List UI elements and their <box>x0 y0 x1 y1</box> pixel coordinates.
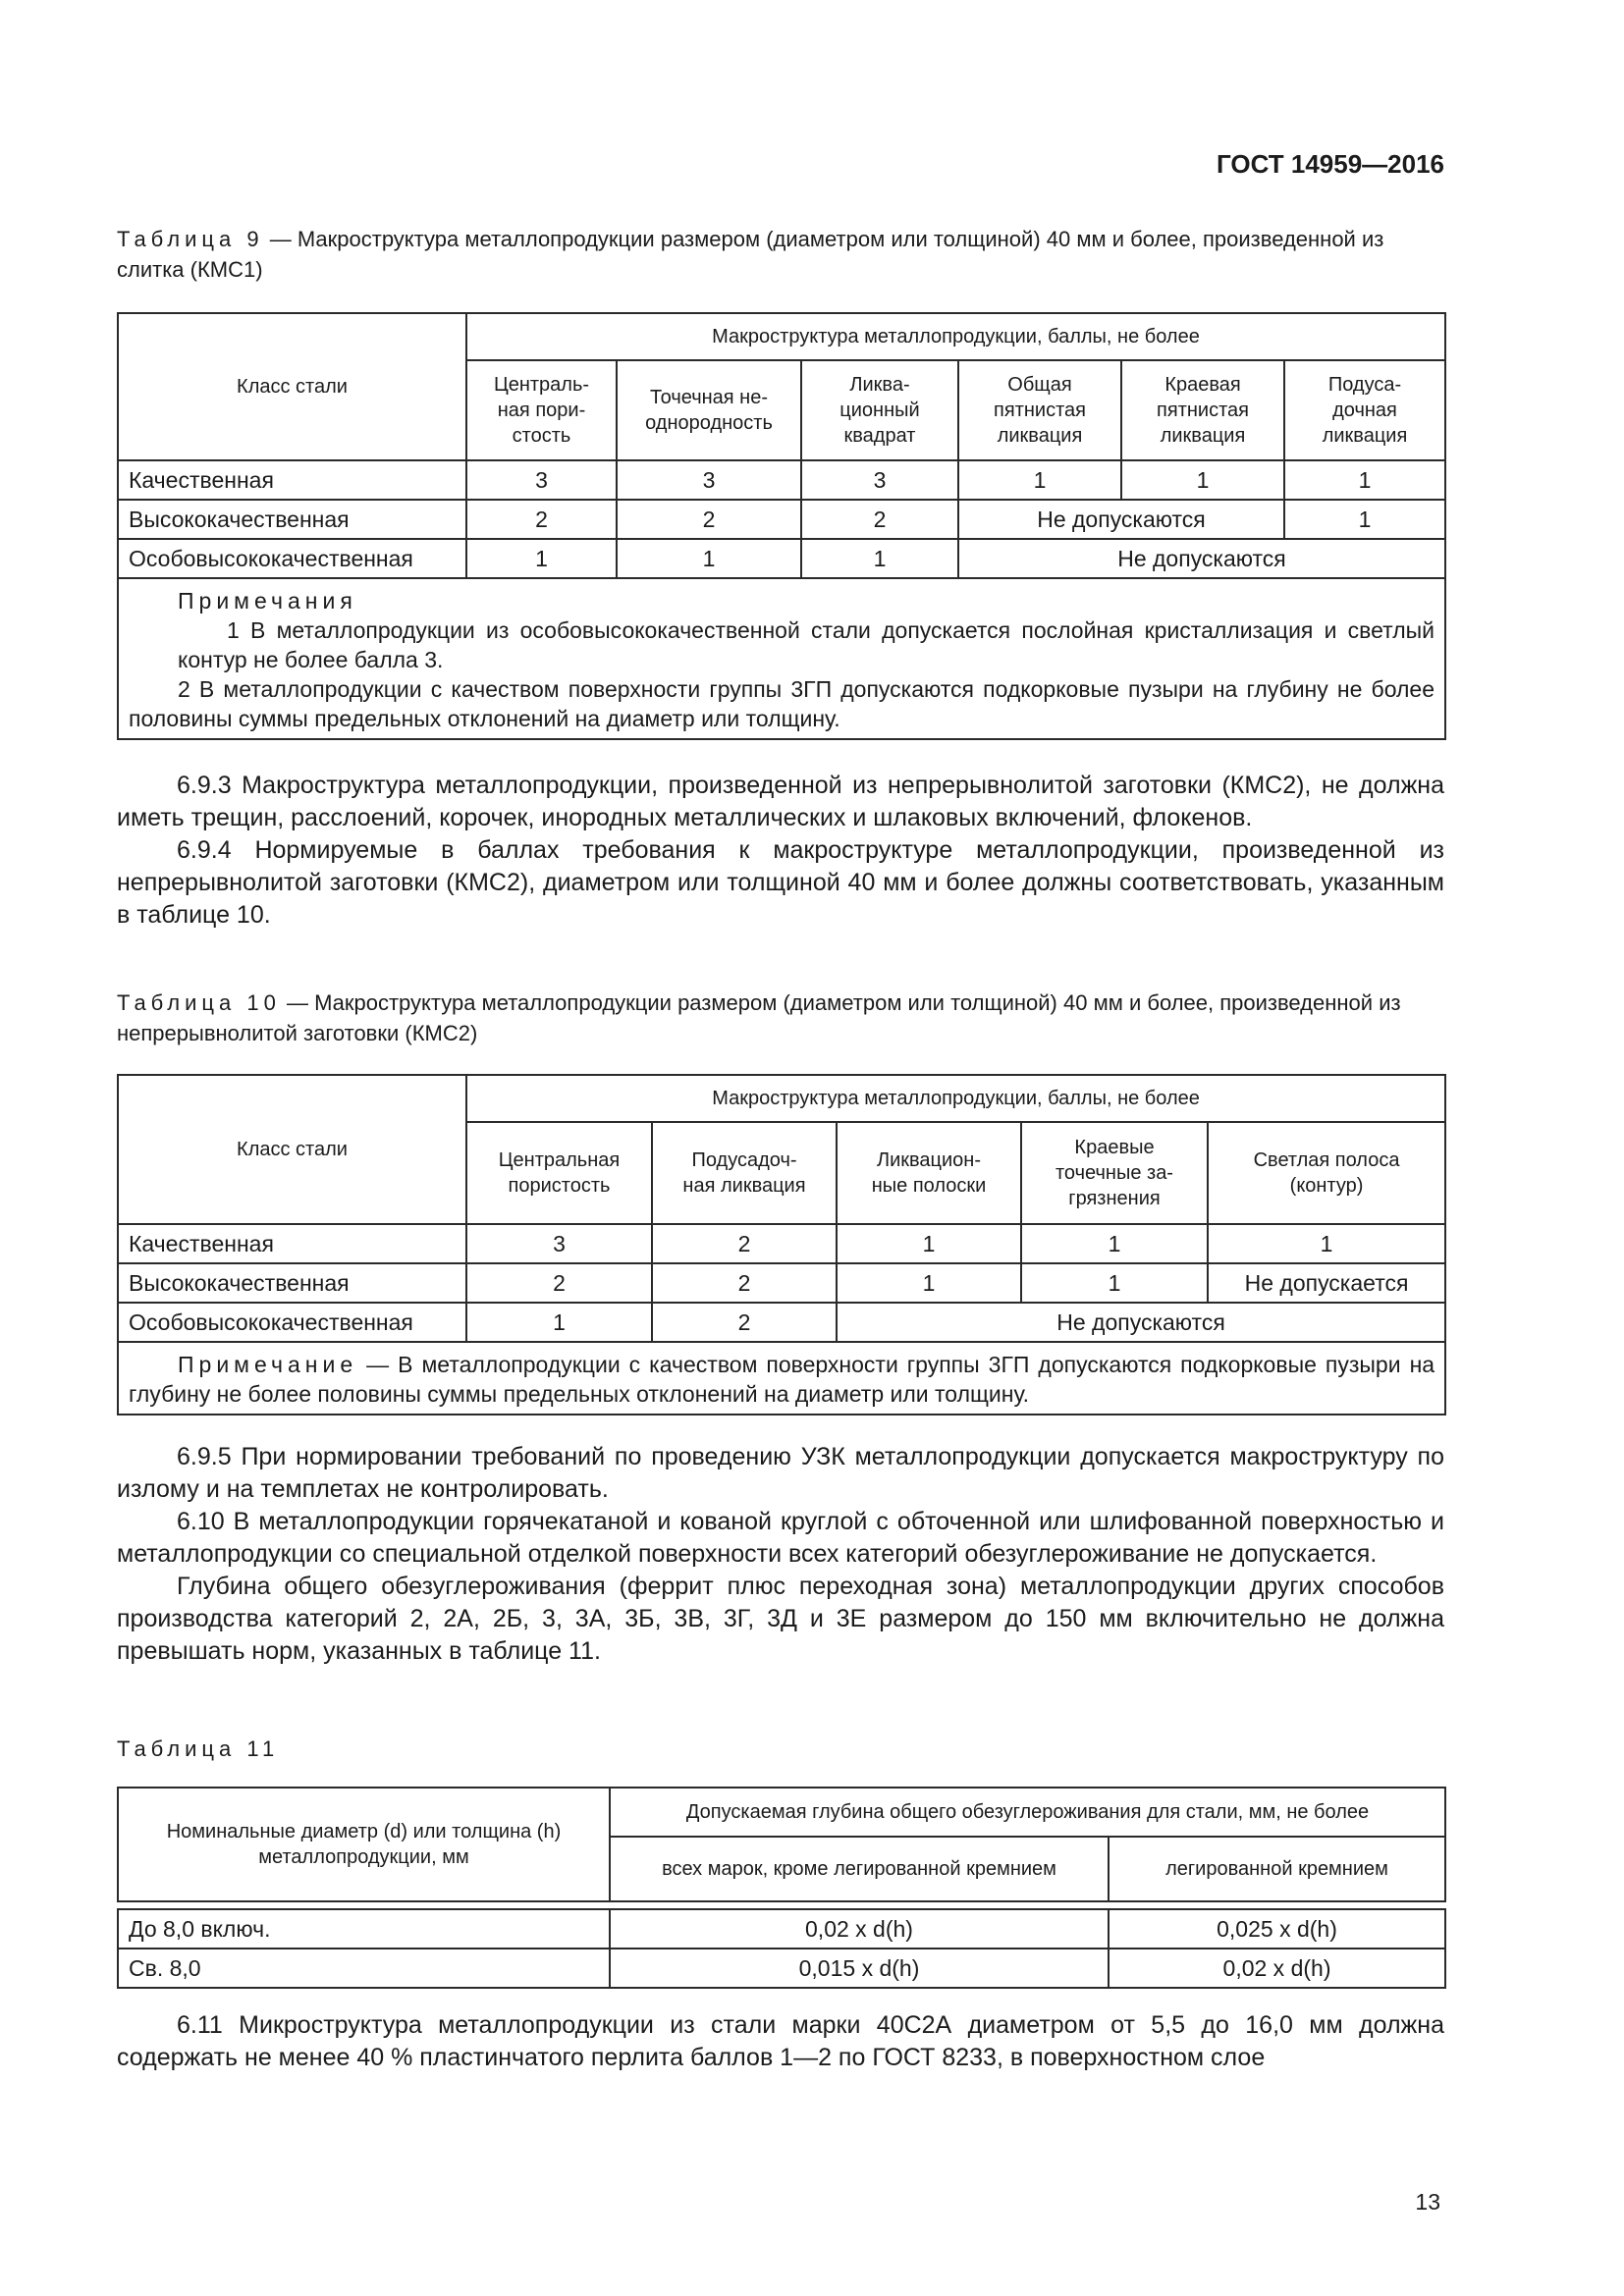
table9-col-header: Общая пятнистая ликвация <box>958 360 1121 460</box>
paragraphs-6-9-3 <box>117 770 1444 932</box>
table10 <box>117 1074 1446 1415</box>
paragraph-6-11 <box>117 2009 1444 2074</box>
note-item: 1 В металлопродукции из особовысококачественной стали допускается послойная кристаллизация и светлый контур не более балла 3. <box>178 617 1435 672</box>
table10-col-header: Светлая полоса (контур) <box>1208 1122 1445 1224</box>
table-row <box>118 539 1445 578</box>
table11-col-header: всех марок, кроме легированной кремнием <box>610 1837 1109 1901</box>
table9-notes <box>118 578 1445 739</box>
table9-caption-label: Таблица 9 <box>117 227 264 251</box>
table-row <box>118 500 1445 539</box>
row-size: До 8,0 включ. <box>118 1909 610 1949</box>
row-class: Высококачественная <box>118 1263 466 1303</box>
row-class: Высококачественная <box>118 500 466 539</box>
document-page <box>117 0 1444 2296</box>
note-text: — В металлопродукции с качеством поверхности группы 3ГП допускаются подкорковые пузыри на глубину не более половины суммы предельных отклонений на диаметр или толщину. <box>129 1352 1435 1407</box>
table10-col-header: Краевые точечные за- грязнения <box>1021 1122 1208 1224</box>
cell-value: 3 <box>801 460 958 500</box>
table9-col-header: Краевая пятнистая ликвация <box>1121 360 1284 460</box>
table10-col-header: Ликвацион- ные полоски <box>837 1122 1021 1224</box>
paragraphs-6-9-5 <box>117 1441 1444 1668</box>
row-class: Качественная <box>118 460 466 500</box>
table9-col-header: Подуса- дочная ликвация <box>1284 360 1445 460</box>
cell-value: 0,015 x d(h) <box>610 1949 1109 1988</box>
notes-title: Примечания <box>178 588 357 614</box>
table11-group-header: Допускаемая глубина общего обезуглероживания для стали, мм, не более <box>610 1788 1445 1837</box>
table10-caption-text: — Макроструктура металлопродукции размером (диаметром или толщиной) 40 мм и более, произведенной из непрерывнолитой заготовки (КМС2) <box>117 990 1401 1045</box>
cell-value: 1 <box>466 539 617 578</box>
paragraph: Глубина общего обезуглероживания (феррит плюс переходная зона) металлопродукции других способов производства категорий 2, 2А, 2Б, 3, 3А, 3Б, 3В, 3Г, 3Д и 3Е размером до 150 мм включительно не должна превышать норм, указанных в таблице 11. <box>117 1573 1444 1665</box>
cell-value: 1 <box>1121 460 1284 500</box>
row-size: Св. 8,0 <box>118 1949 610 1988</box>
cell-value: 0,02 x d(h) <box>1109 1949 1445 1988</box>
table-row <box>118 1949 1445 1988</box>
cell-value: Не допускается <box>1208 1263 1445 1303</box>
cell-value: 1 <box>466 1303 652 1342</box>
row-class: Качественная <box>118 1224 466 1263</box>
cell-value: 1 <box>837 1224 1021 1263</box>
table9 <box>117 312 1446 740</box>
cell-value: 1 <box>1021 1224 1208 1263</box>
cell-value: 2 <box>652 1224 837 1263</box>
table-row <box>118 1303 1445 1342</box>
cell-value: 0,025 x d(h) <box>1109 1909 1445 1949</box>
table11-size-header: Номинальные диаметр (d) или толщина (h) металлопродукции, мм <box>118 1788 610 1901</box>
header-gap <box>118 1901 1445 1909</box>
table11-caption <box>117 1734 1444 1764</box>
cell-value: 3 <box>466 460 617 500</box>
table-row <box>118 1263 1445 1303</box>
table10-class-header: Класс стали <box>118 1075 466 1224</box>
table9-group-header: Макроструктура металлопродукции, баллы, не более <box>466 313 1445 360</box>
cell-value: 1 <box>1021 1263 1208 1303</box>
paragraph: 6.9.3 Макроструктура металлопродукции, произведенной из непрерывнолитой заготовки (КМС2), не должна иметь трещин, расслоений, корочек, инородных металлических и шлаковых включений, флокенов. <box>117 772 1444 831</box>
cell-value: 1 <box>1284 460 1445 500</box>
paragraph: 6.9.4 Нормируемые в баллах требования к макроструктуре металлопродукции, произведенной из непрерывнолитой заготовки (КМС2), диаметром или толщиной 40 мм и более должны соответствовать, указанным в таблице 10. <box>117 836 1444 929</box>
cell-merged: Не допускаются <box>837 1303 1445 1342</box>
cell-value: 2 <box>801 500 958 539</box>
cell-value: 3 <box>466 1224 652 1263</box>
cell-value: 2 <box>652 1303 837 1342</box>
table11 <box>117 1787 1446 1989</box>
table9-col-header: Ликва- ционный квадрат <box>801 360 958 460</box>
table10-caption-label: Таблица 10 <box>117 990 281 1015</box>
cell-value: 1 <box>1284 500 1445 539</box>
table11-caption-label: Таблица 11 <box>117 1736 280 1761</box>
table10-group-header: Макроструктура металлопродукции, баллы, не более <box>466 1075 1445 1122</box>
table9-class-header: Класс стали <box>118 313 466 460</box>
cell-value: 0,02 x d(h) <box>610 1909 1109 1949</box>
cell-value: 2 <box>466 1263 652 1303</box>
table11-col-header: легированной кремнием <box>1109 1837 1445 1901</box>
cell-value: 2 <box>617 500 801 539</box>
cell-value: 1 <box>617 539 801 578</box>
note-item: 2 В металлопродукции с качеством поверхности группы 3ГП допускаются подкорковые пузыри на глубину не более половины суммы предельных отклонений на диаметр или толщину. <box>129 676 1435 731</box>
cell-value: 2 <box>466 500 617 539</box>
cell-value: 1 <box>958 460 1121 500</box>
table10-col-header: Подусадоч- ная ликвация <box>652 1122 837 1224</box>
cell-value: 3 <box>617 460 801 500</box>
table9-caption <box>117 224 1444 285</box>
page-number: 13 <box>1415 2189 1440 2215</box>
note-label: Примечание <box>178 1352 358 1377</box>
cell-value: 2 <box>652 1263 837 1303</box>
table10-col-header: Центральная пористость <box>466 1122 652 1224</box>
standard-number: ГОСТ 14959—2016 <box>1217 149 1444 179</box>
paragraph: 6.10 В металлопродукции горячекатаной и кованой круглой с обточенной или шлифованной поверхностью и металлопродукции со специальной отделкой поверхности всех категорий обезуглероживание не допускается. <box>117 1508 1444 1568</box>
row-class: Особовысококачественная <box>118 1303 466 1342</box>
row-class: Особовысококачественная <box>118 539 466 578</box>
cell-merged: Не допускаются <box>958 539 1445 578</box>
cell-value: 1 <box>801 539 958 578</box>
table-row <box>118 1909 1445 1949</box>
table9-col-header: Централь- ная пори- стость <box>466 360 617 460</box>
table-row <box>118 460 1445 500</box>
table10-caption <box>117 988 1444 1048</box>
table9-caption-text: — Макроструктура металлопродукции размером (диаметром или толщиной) 40 мм и более, произведенной из слитка (КМС1) <box>117 227 1384 282</box>
table10-note <box>118 1342 1445 1415</box>
cell-value: 1 <box>837 1263 1021 1303</box>
table9-col-header: Точечная не- однородность <box>617 360 801 460</box>
table-row <box>118 1224 1445 1263</box>
cell-merged: Не допускаются <box>958 500 1284 539</box>
paragraph: 6.9.5 При нормировании требований по проведению УЗК металлопродукции допускается макроструктуру по излому и на темплетах не контролировать. <box>117 1443 1444 1503</box>
cell-value: 1 <box>1208 1224 1445 1263</box>
paragraph: 6.11 Микроструктура металлопродукции из стали марки 40С2А диаметром от 5,5 до 16,0 мм должна содержать не менее 40 % пластинчатого перлита баллов 1—2 по ГОСТ 8233, в поверхностном слое <box>117 2011 1444 2071</box>
